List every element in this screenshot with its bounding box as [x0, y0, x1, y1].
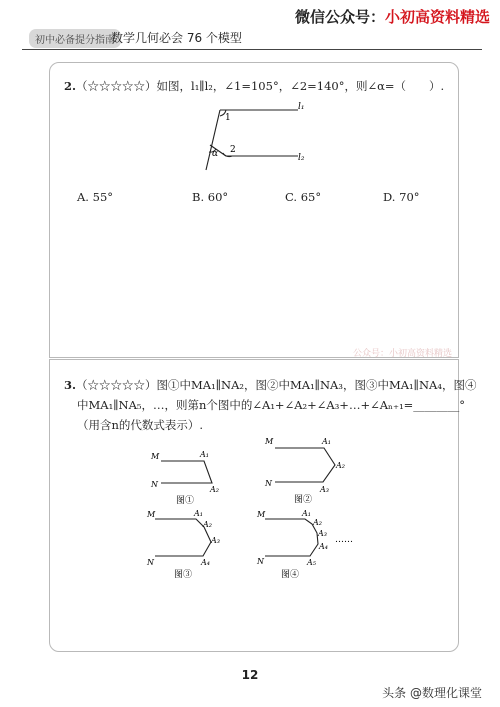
- fig4-caption: 图④: [281, 570, 300, 580]
- q2-option-a[interactable]: A. 55°: [77, 190, 114, 204]
- q2-option-d[interactable]: D. 70°: [383, 190, 420, 204]
- q2-number: 2.: [64, 79, 77, 93]
- svg-text:N: N: [257, 557, 264, 566]
- q2-option-b[interactable]: B. 60°: [192, 190, 229, 204]
- top-brand: [295, 6, 490, 27]
- fig2-caption: 图②: [294, 495, 313, 505]
- header-title: 数学几何必会 76 个模型: [111, 31, 242, 45]
- q3-line-1: [64, 375, 476, 395]
- q3-figure-1: [148, 446, 238, 508]
- fig3-caption: 图③: [174, 570, 193, 580]
- label-l2: l₂: [298, 153, 305, 163]
- page-number: 12: [241, 668, 259, 682]
- svg-text:A₃: A₃: [320, 485, 329, 494]
- q3-text-1: 图①中MA₁∥NA₂，图②中MA₁∥NA₃，图③中MA₁∥NA₄，图④: [156, 378, 477, 392]
- q2-option-c[interactable]: C. 65°: [285, 190, 322, 204]
- q3-line-3: （用含n的代数式表示）.: [77, 418, 204, 432]
- label-angle-2: 2: [230, 145, 236, 155]
- q3-number: 3.: [64, 378, 77, 392]
- q3-stars: （☆☆☆☆☆）: [76, 378, 157, 392]
- brand-prefix: 微信公众号：: [294, 8, 385, 26]
- svg-text:A₄: A₄: [201, 558, 210, 567]
- svg-text:N: N: [151, 480, 158, 489]
- svg-text:A₅: A₅: [307, 558, 316, 567]
- svg-text:A₁: A₁: [194, 509, 203, 518]
- q3-figure-2: [262, 434, 362, 506]
- svg-text:A₂: A₂: [313, 518, 322, 527]
- header-divider: [22, 49, 482, 50]
- svg-text:A₄: A₄: [319, 542, 328, 551]
- brand-name: 小初高资料精选: [384, 8, 490, 26]
- q3-figure-4: [255, 509, 360, 581]
- svg-text:A₂: A₂: [203, 520, 212, 529]
- fig4-ellipsis: ……: [335, 535, 353, 545]
- header-badge: 初中必备提分指南: [29, 29, 121, 48]
- q2-stem: 如图，l₁∥l₂，∠1=105°，∠2=140°，则∠α=（ ）.: [156, 79, 445, 93]
- q3-line-2: 中MA₁∥NA₅，…，则第n个图中的∠A₁+∠A₂+∠A₃+…+∠Aₙ₊₁=________°: [77, 398, 466, 412]
- label-alpha: α: [212, 149, 219, 159]
- svg-text:N: N: [147, 558, 154, 567]
- svg-text:A₁: A₁: [322, 437, 331, 446]
- svg-text:M: M: [265, 437, 274, 446]
- transversal: [206, 110, 220, 170]
- svg-text:N: N: [265, 479, 272, 488]
- label-l1: l₁: [298, 102, 305, 112]
- svg-text:M: M: [151, 452, 160, 461]
- fig2-path: [275, 448, 335, 482]
- svg-text:A₁: A₁: [302, 509, 311, 518]
- svg-text:A₂: A₂: [336, 461, 345, 470]
- svg-text:A₃: A₃: [318, 529, 327, 538]
- q3-figure-3: [145, 509, 245, 581]
- svg-text:A₂: A₂: [210, 485, 219, 494]
- fig1-path: [161, 461, 212, 483]
- watermark: 公众号：小初高资料精选: [352, 349, 452, 359]
- footer-brand: 头条 @数理化课堂: [382, 686, 482, 700]
- q2-stem-line: [64, 76, 444, 96]
- svg-text:A₁: A₁: [200, 450, 209, 459]
- svg-text:M: M: [257, 510, 266, 519]
- q2-stars: （☆☆☆☆☆）: [76, 79, 157, 93]
- svg-text:A₃: A₃: [211, 536, 220, 545]
- q2-figure: [190, 100, 320, 175]
- fig1-caption: 图①: [176, 496, 195, 506]
- svg-text:M: M: [147, 510, 156, 519]
- fig4-path: [265, 519, 318, 556]
- label-angle-1: 1: [225, 113, 231, 123]
